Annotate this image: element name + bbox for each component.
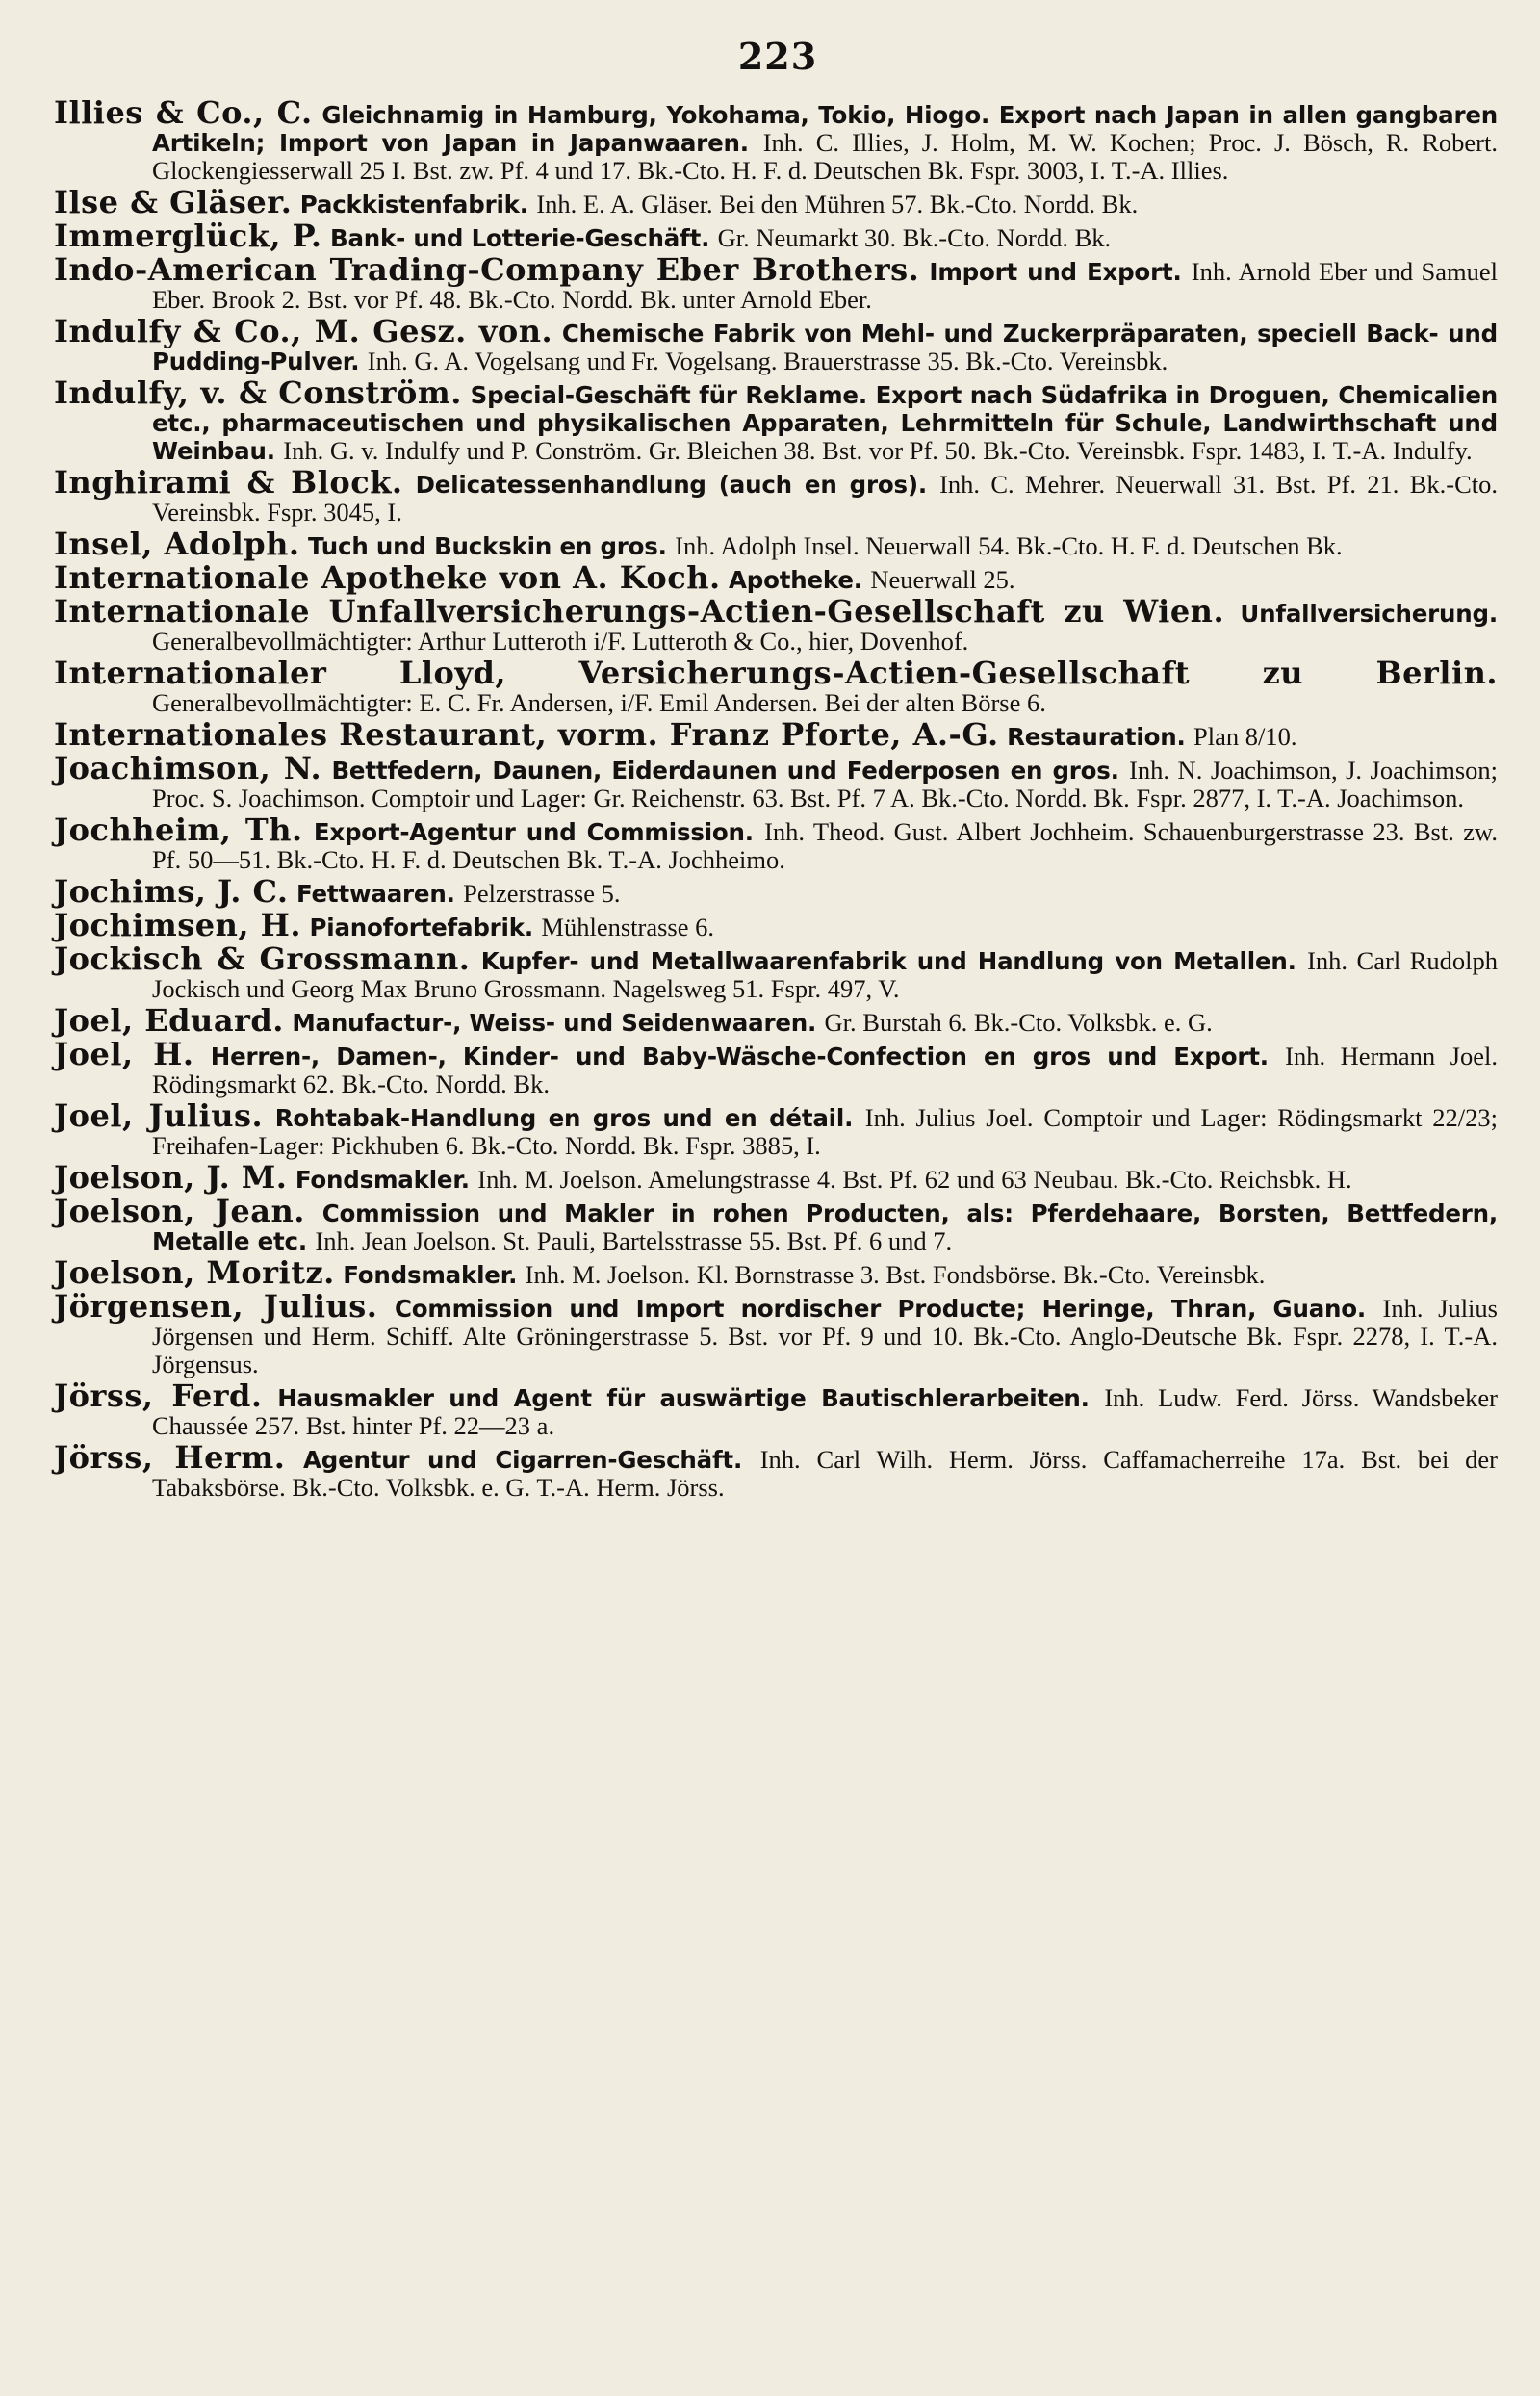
entry-details: Plan 8/10. [1194,722,1297,751]
entry-business: Commission und Makler in rohen Producten, als: Pferdehaare, Borsten, Bettfedern, Metalle etc. [152,1199,1498,1255]
entry-details: Gr. Burstah 6. Bk.-Cto. Volksbk. e. G. [824,1008,1213,1037]
entry-name: Joachimson, N. [54,750,322,786]
directory-entry [54,526,1498,562]
entry-details: Generalbevollmächtigter: E. C. Fr. Andersen, i/F. Emil Andersen. Bei der alten Börse 6. [152,688,1046,717]
entry-name: Indulfy & Co., M. Gesz. von. [54,313,553,349]
entry-details: Neuerwall 25. [870,565,1015,594]
entry-business: Hausmakler und Agent für auswärtige Bautischlerarbeiten. [277,1384,1090,1412]
entry-business: Fondsmakler. [295,1166,470,1194]
directory-entry [54,1002,1498,1039]
page-number: 223 [737,35,818,78]
entry-name: Indulfy, v. & Conström. [54,374,462,411]
directory-entry [54,907,1498,943]
entry-business: Fondsmakler. [343,1261,518,1289]
entry-name: Internationaler Lloyd, Versicherungs-Actien-Gesellschaft zu Berlin. [54,655,1498,691]
entry-details: Inh. Carl Rudolph Jockisch und Georg Max Bruno Grossmann. Nagelsweg 51. Fspr. 497, V. [152,946,1499,1003]
entry-list [54,94,1499,1502]
entry-business: Manufactur-, Weiss- und Seidenwaaren. [292,1009,817,1037]
entry-business: Commission und Import nordischer Producte; Heringe, Thran, Guano. [394,1295,1367,1323]
directory-entry [54,1378,1498,1440]
entry-name: Insel, Adolph. [54,526,300,562]
entry-details: Pelzerstrasse 5. [463,879,621,908]
directory-entry [54,1193,1498,1255]
entry-details: Inh. C. Illies, J. Holm, M. W. Kochen; Proc. J. Bösch, R. Robert. Glockengiesserwall 25 I. Bst. zw. Pf. 4 und 17. Bk.-Cto. H. F. d. Deutschen Bk. Fspr. 3003, I. T.-A. Illies. [152,128,1498,185]
entry-details: Inh. Ludw. Ferd. Jörss. Wandsbeker Chaussée 257. Bst. hinter Pf. 22—23 a. [152,1383,1498,1440]
entry-business: Restauration. [1007,723,1186,751]
entry-details: Inh. N. Joachimson, J. Joachimson; Proc. S. Joachimson. Comptoir und Lager: Gr. Reichenstr. 63. Bst. Pf. 7 A. Bk.-Cto. Nordd. Bk. Fspr. 2877, I. T.-A. Joachimson. [152,756,1499,812]
entry-name: Illies & Co., C. [54,94,313,131]
entry-name: Immerglück, P. [54,218,322,254]
entry-business: Bettfedern, Daunen, Eiderdaunen und Federposen en gros. [331,757,1119,785]
entry-details: Inh. Theod. Gust. Albert Jochheim. Schauenburgerstrasse 23. Bst. zw. Pf. 50—51. Bk.-Cto. H. F. d. Deutschen Bk. T.-A. Jochheimo. [152,817,1499,874]
directory-entry [54,184,1498,220]
entry-name: Jochims, J. C. [54,873,289,910]
entry-name: Joel, Julius. [54,1097,264,1134]
entry-business: Import und Export. [929,258,1182,286]
entry-details: Inh. Carl Wilh. Herm. Jörss. Caffamacherreihe 17a. Bst. bei der Tabaksbörse. Bk.-Cto. Volksbk. e. G. T.-A. Herm. Jörss. [152,1445,1498,1502]
entry-business: Bank- und Lotterie-Geschäft. [329,224,710,252]
entry-details: Inh. G. A. Vogelsang und Fr. Vogelsang. Brauerstrasse 35. Bk.-Cto. Vereinsbk. [367,347,1168,375]
entry-business: Fettwaaren. [295,880,455,908]
entry-details: Generalbevollmächtigter: Arthur Lutteroth i/F. Lutteroth & Co., hier, Dovenhof. [152,627,969,656]
entry-business: Gleichnamig in Hamburg, Yokohama, Tokio, Hiogo. Export nach Japan in allen gangbaren Artikeln; Import von Japan in Japanwaaren. [152,101,1498,157]
entry-details: Inh. Arnold Eber und Samuel Eber. Brook 2. Bst. vor Pf. 48. Bk.-Cto. Nordd. Bk. unter Arnold Eber. [152,257,1499,314]
directory-entry [54,1159,1498,1196]
entry-name: Jochheim, Th. [54,812,303,848]
entry-business: Packkistenfabrik. [299,191,528,219]
entry-details: Gr. Neumarkt 30. Bk.-Cto. Nordd. Bk. [717,223,1112,252]
entry-business: Herren-, Damen-, Kinder- und Baby-Wäsche-Confection en gros und Export. [210,1043,1269,1070]
entry-details: Inh. E. A. Gläser. Bei den Mühren 57. Bk.-Cto. Nordd. Bk. [536,190,1139,219]
entry-name: Jörgensen, Julius. [54,1288,378,1325]
directory-entry [54,374,1498,465]
directory-entry [54,464,1498,527]
entry-name: Joelson, Jean. [54,1193,305,1229]
entry-business: Delicatessenhandlung (auch en gros). [415,471,927,499]
entry-name: Internationale Unfallversicherungs-Actien-Gesellschaft zu Wien. [54,593,1225,630]
entry-details: Inh. Hermann Joel. Rödingsmarkt 62. Bk.-Cto. Nordd. Bk. [152,1042,1498,1098]
directory-entry [54,1439,1498,1502]
entry-name: Joel, H. [54,1036,194,1072]
directory-entry [54,1254,1498,1291]
entry-business: Rohtabak-Handlung en gros und en détail. [274,1104,854,1132]
entry-details: Inh. Julius Joel. Comptoir und Lager: Rödingsmarkt 22/23; Freihafen-Lager: Pickhuben 6. Bk.-Cto. Nordd. Bk. Fspr. 3885, I. [152,1103,1498,1160]
entry-business: Chemische Fabrik von Mehl- und Zuckerpräparaten, speciell Back- und Pudding-Pulver. [152,320,1498,375]
entry-name: Jockisch & Grossmann. [54,940,471,977]
entry-details: Inh. M. Joelson. Kl. Bornstrasse 3. Bst. Fondsbörse. Bk.-Cto. Vereinsbk. [525,1260,1266,1289]
directory-entry [54,94,1498,185]
directory-entry [54,251,1499,314]
entry-details: Inh. G. v. Indulfy und P. Conström. Gr. Bleichen 38. Bst. vor Pf. 50. Bk.-Cto. Vereinsbk. Fspr. 1483, I. T.-A. Indulfy. [283,436,1473,465]
directory-entry [54,1288,1498,1378]
entry-business: Export-Agentur und Commission. [313,818,754,846]
directory-entry [54,1036,1498,1098]
directory-entry [54,313,1498,375]
directory-entry [54,873,1498,910]
directory-entry [54,1097,1498,1160]
entry-name: Jörss, Ferd. [54,1378,263,1414]
directory-entry [54,655,1498,717]
entry-business: Agentur und Cigarren-Geschäft. [303,1446,743,1474]
directory-entry [54,940,1499,1003]
directory-entry [54,812,1499,874]
entry-business: Kupfer- und Metallwaarenfabrik und Handlung von Metallen. [480,947,1296,975]
entry-name: Ilse & Gläser. [54,184,293,220]
directory-entry [54,218,1498,254]
directory-entry [54,716,1498,753]
entry-details: Inh. C. Mehrer. Neuerwall 31. Bst. Pf. 21. Bk.-Cto. Vereinsbk. Fspr. 3045, I. [152,470,1498,527]
entry-details: Inh. Julius Jörgensen und Herm. Schiff. Alte Gröningerstrasse 5. Bst. vor Pf. 9 und 10. Bk.-Cto. Anglo-Deutsche Bk. Fspr. 2278, I. T.-A. Jörgensus. [152,1294,1498,1378]
entry-business: Special-Geschäft für Reklame. Export nach Südafrika in Droguen, Chemicalien etc., pharmaceutischen und physikalischen Apparaten, Lehrmitteln für Schule, Landwirthschaft und Weinbau. [152,381,1498,465]
entry-name: Inghirami & Block. [54,464,403,501]
entry-name: Internationales Restaurant, vorm. Franz Pforte, A.-G. [54,716,999,753]
entry-details: Inh. Jean Joelson. St. Pauli, Bartelsstrasse 55. Bst. Pf. 6 und 7. [315,1226,953,1255]
entry-name: Indo-American Trading-Company Eber Brothers. [54,251,920,288]
directory-entry [54,750,1499,812]
entry-name: Internationale Apotheke von A. Koch. [54,559,721,596]
entry-business: Apotheke. [729,566,862,594]
entry-business: Tuch und Buckskin en gros. [307,532,667,560]
entry-name: Jochimsen, H. [54,907,302,943]
entry-business: Unfallversicherung. [1240,600,1498,628]
entry-name: Joelson, Moritz. [54,1254,335,1291]
directory-entry [54,559,1498,596]
entry-name: Joel, Eduard. [54,1002,284,1039]
entry-details: Mühlenstrasse 6. [541,913,714,941]
entry-details: Inh. Adolph Insel. Neuerwall 54. Bk.-Cto. H. F. d. Deutschen Bk. [675,531,1343,560]
entry-business: Pianofortefabrik. [309,914,533,941]
directory-entry [54,593,1498,656]
entry-name: Joelson, J. M. [54,1159,288,1196]
entry-details: Inh. M. Joelson. Amelungstrasse 4. Bst. Pf. 62 und 63 Neubau. Bk.-Cto. Reichsbk. H. [477,1165,1352,1194]
entry-name: Jörss, Herm. [54,1439,286,1476]
